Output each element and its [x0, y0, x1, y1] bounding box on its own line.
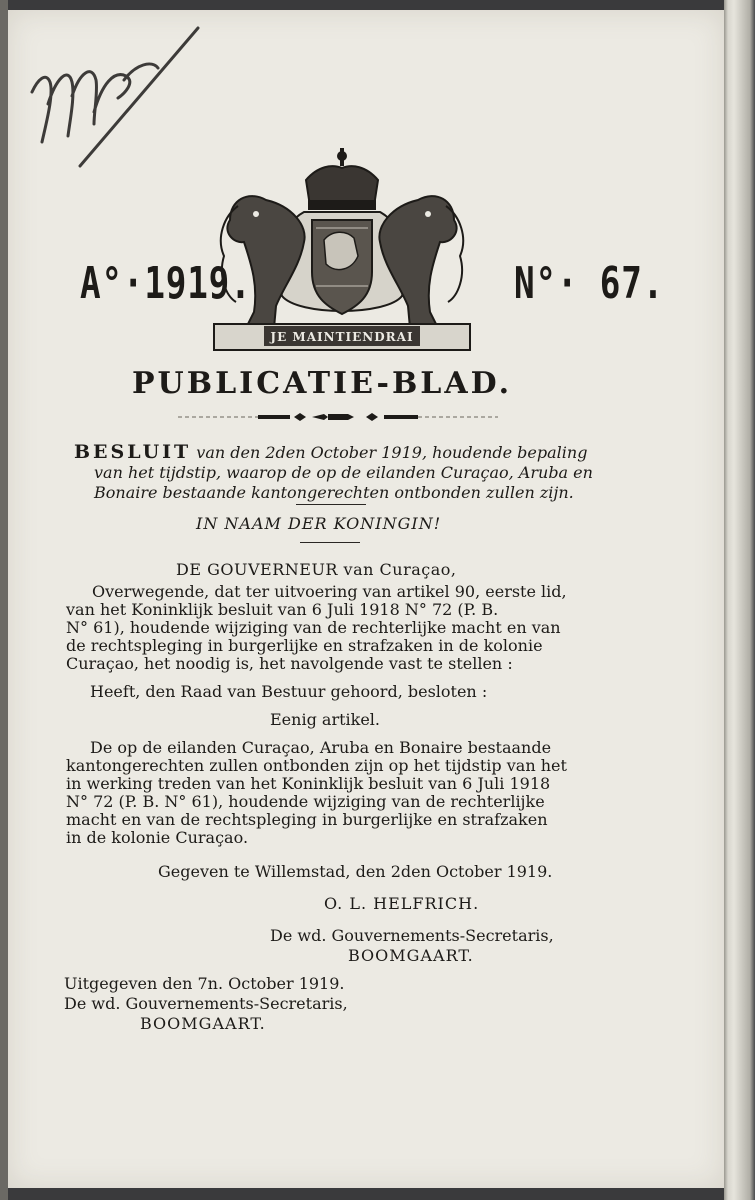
- article-line: kantongerechten zullen ontbonden zijn op het tijdstip van het: [66, 756, 567, 775]
- ornamental-divider-icon: [178, 410, 498, 424]
- article-heading: Eenig artikel.: [270, 710, 380, 729]
- article-line: De op de eilanden Curaçao, Aruba en Bonaire bestaande: [90, 738, 552, 757]
- article-line: in de kolonie Curaçao.: [66, 828, 249, 847]
- secretary-title: De wd. Gouvernements-Secretaris,: [270, 926, 554, 945]
- motto-text: JE MAINTIENDRAI: [270, 330, 414, 344]
- invocation-line: IN NAAM DER KONINGIN!: [196, 514, 442, 533]
- decree-line-3: Bonaire bestaande kantongerechten ontbonden zullen zijn.: [94, 483, 574, 502]
- authority-line: DE GOUVERNEUR van Curaçao,: [176, 560, 457, 579]
- publication-secretary-name: BOOMGAART.: [140, 1014, 266, 1033]
- document-page: [8, 10, 724, 1188]
- decree-line-2: van het tijdstip, waarop de op de eilanden Curaçao, Aruba en: [94, 463, 593, 482]
- issue-number-label: N°· 67.: [514, 258, 665, 309]
- decree-heading: [74, 442, 614, 503]
- article-line: macht en van de rechtspleging in burgerlijke en strafzaken: [66, 810, 548, 829]
- given-line: Gegeven te Willemstad, den 2den October 1919.: [158, 862, 553, 881]
- book-spine-left: [0, 0, 8, 1200]
- considerans-line: Overwegende, dat ter uitvoering van artikel 90, eerste lid,: [92, 582, 567, 601]
- decree-lead: BESLUIT: [74, 441, 192, 463]
- decision-line: Heeft, den Raad van Bestuur gehoord, besloten :: [90, 682, 488, 701]
- article-line: N° 72 (P. B. N° 61), houdende wijziging van de rechterlijke: [66, 792, 545, 811]
- decree-line-1: van den 2den October 1919, houdende bepaling: [196, 443, 588, 462]
- considerans-line: N° 61), houdende wijziging van de rechterlijke macht en van: [66, 618, 561, 637]
- handwritten-annotation-icon: [28, 24, 208, 174]
- considerans-line: van het Koninklijk besluit van 6 Juli 1918 N° 72 (P. B.: [66, 600, 499, 619]
- secretary-name: BOOMGAART.: [348, 946, 474, 965]
- coat-of-arms-icon: [208, 146, 476, 352]
- year-label: A°·1919.: [80, 258, 252, 309]
- considerans-line: de rechtspleging in burgerlijke en strafzaken in de kolonie: [66, 636, 543, 655]
- divider-rule: [300, 542, 360, 543]
- divider-rule: [296, 504, 366, 505]
- issued-line: Uitgegeven den 7n. October 1919.: [64, 974, 345, 993]
- governor-name: O. L. HELFRICH.: [324, 894, 480, 913]
- publication-secretary-title: De wd. Gouvernements-Secretaris,: [64, 994, 348, 1013]
- article-line: in werking treden van het Koninklijk besluit van 6 Juli 1918: [66, 774, 551, 793]
- considerans-line: Curaçao, het noodig is, het navolgende vast te stellen :: [66, 654, 513, 673]
- publication-title: PUBLICATIE-BLAD.: [132, 366, 513, 401]
- page-edge-right: [724, 0, 755, 1200]
